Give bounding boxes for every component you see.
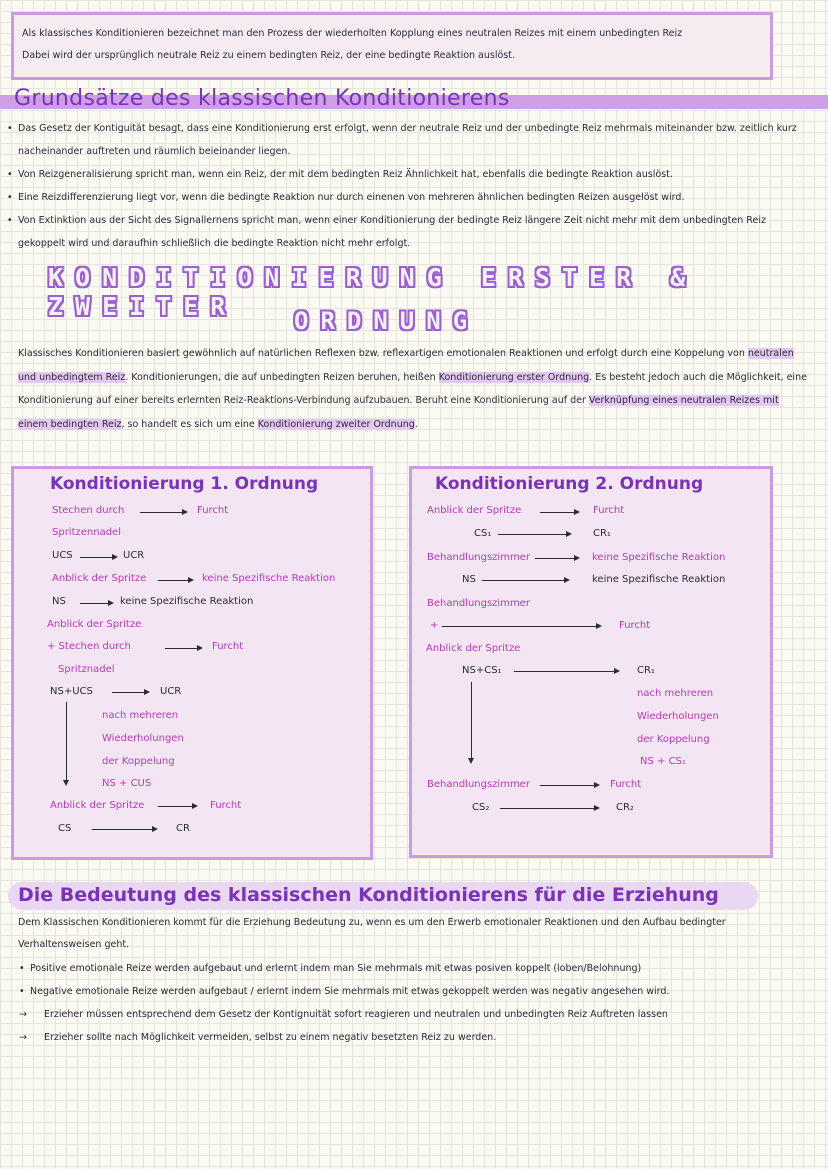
label: nach mehreren: [102, 710, 179, 721]
label: keine Spezifische Reaktion: [202, 573, 336, 584]
list-item-arrow: → Erzieher sollte nach Möglichkeit vermeiden, selbst zu einem negativ besetzten Reiz zu werden.: [18, 1026, 808, 1049]
grundsaetze-heading: Grundsätze des klassischen Konditionierens: [14, 86, 510, 111]
label: Behandlungszimmer: [427, 552, 530, 563]
arrow-right-icon: [165, 648, 201, 649]
erziehung-heading: Die Bedeutung des klassischen Konditionierens für die Erziehung: [18, 884, 719, 906]
label: Anblick der Spritze: [52, 573, 147, 584]
arrow-down-icon: [66, 702, 67, 784]
list-item-arrow: → Erzieher müssen entsprechend dem Gesetz der Kontignuität sofort reagieren und neutralen und unbedingten Reiz Auftreten lassen: [18, 1003, 808, 1026]
label: CR₁: [593, 528, 611, 539]
label: + Stechen durch: [47, 641, 131, 652]
arrow-right-icon: [140, 512, 186, 513]
intro-text: [14, 15, 770, 67]
label: Behandlungszimmer: [427, 598, 530, 609]
label: Anblick der Spritze: [427, 505, 522, 516]
arrow-right-icon: [158, 806, 196, 807]
konditionierung-paragraph: [18, 342, 808, 436]
label: CS: [58, 823, 72, 834]
box-second-order: [409, 466, 773, 858]
list-item: • Von Reizgeneralisierung spricht man, wenn ein Reiz, der mit dem bedingten Reiz Ähnlichkeit hat, ebenfalls die bedingte Reaktion auslöst.: [6, 163, 816, 186]
label: Wiederholungen: [102, 733, 184, 744]
konditionierung-heading-line-1: KONDITIONIERUNG ERSTER & ZWEITER: [48, 263, 698, 321]
grundsaetze-list: [6, 117, 816, 255]
label: Furcht: [593, 505, 625, 516]
erziehung-list: [18, 957, 808, 1049]
label: Stechen durch: [52, 505, 125, 516]
list-item: • Positive emotionale Reize werden aufgebaut und erlernt indem man Sie mehrmals mit etwas posiven koppelt (loben/Belohnung): [18, 957, 808, 980]
label: Spritznadel: [58, 664, 115, 675]
label: NS + CUS: [102, 778, 152, 789]
intro-box: [11, 12, 773, 80]
label: NS: [52, 596, 66, 607]
label: UCS: [52, 550, 73, 561]
arrow-right-icon: [540, 785, 598, 786]
paragraph-text: . Konditionierungen, die auf unbedingten Reizen beruhen, heißen: [125, 371, 439, 383]
paragraph-text: Klassisches Konditionieren basiert gewöhnlich auf natürlichen Reflexen bzw. reflexartigen emotionalen Reaktionen und erfolgt durch eine Koppelung von: [18, 348, 748, 359]
arrow-right-icon: [500, 808, 598, 809]
label: Spritzennadel: [52, 527, 121, 538]
label: Behandlungszimmer: [427, 779, 530, 790]
intro-line-2: Dabei wird der ursprünglich neutrale Reiz zu einem bedingten Reiz, der eine bedingte Reaktion auslöst.: [22, 50, 515, 61]
arrow-right-icon: [514, 671, 618, 672]
label: Furcht: [610, 779, 642, 790]
arrow-right-icon: [540, 512, 578, 513]
label: Anblick der Spritze: [50, 800, 145, 811]
label: Anblick der Spritze: [426, 643, 521, 654]
intro-line-1: Als klassisches Konditionieren bezeichnet man den Prozess der wiederholten Kopplung eines neutralen Reizes mit einem unbedingten Reiz: [22, 28, 683, 39]
paragraph-text: .: [414, 418, 418, 430]
highlight-text: neutralen und unbedingtem Reiz: [18, 348, 794, 383]
list-item: • Das Gesetz der Kontiguität besagt, dass eine Konditionierung erst erfolgt, wenn der neutrale Reiz und der unbedingte Reiz mehrmals miteinander bzw. zeitlich kurz nacheinander auftreten und räumlich beieinander liegen.: [6, 117, 816, 163]
label: UCR: [123, 550, 145, 561]
label: der Koppelung: [102, 756, 175, 767]
label: CS₁: [474, 528, 492, 539]
label: CR₁: [637, 665, 655, 676]
erziehung-intro: Dem Klassischen Konditionieren kommt für die Erziehung Bedeutung zu, wenn es um den Erwerb emotionaler Reaktionen und den Aufbau bedingter Verhaltensweisen geht.: [18, 917, 726, 950]
label: +: [430, 620, 439, 631]
highlight-text: Konditionierung zweiter Ordnung: [257, 418, 415, 430]
label: Furcht: [210, 800, 242, 811]
label: keine Spezifische Reaktion: [120, 596, 254, 607]
list-item: • Von Extinktion aus der Sicht des Signallernens spricht man, wenn einer Konditionierung der bedingte Reiz längere Zeit nicht mehr mit dem unbedingten Reiz gekoppelt wird und daraufhin schließlich die bedingte Reaktion nicht mehr erfolgt.: [6, 209, 816, 255]
arrow-right-icon: [92, 829, 156, 830]
highlight-text: Konditionierung erster Ordnung: [438, 371, 590, 383]
label: keine Spezifische Reaktion: [592, 552, 726, 563]
label: der Koppelung: [637, 734, 710, 745]
list-item: • Eine Reizdifferenzierung liegt vor, wenn die bedingte Reaktion nur durch einenen von mehreren ähnlichen bedingten Reizen ausgelöst wird.: [6, 186, 816, 209]
arrow-right-icon: [442, 626, 600, 627]
list-item: • Negative emotionale Reize werden aufgebaut / erlernt indem Sie mehrmals mit etwas gekoppelt werden was negativ angesehen wird.: [18, 980, 808, 1003]
label: Furcht: [619, 620, 651, 631]
arrow-right-icon: [535, 558, 578, 559]
arrow-down-icon: [471, 682, 472, 762]
arrow-right-icon: [158, 580, 192, 581]
arrow-right-icon: [80, 603, 112, 604]
label: Furcht: [212, 641, 244, 652]
arrow-right-icon: [482, 580, 568, 581]
paragraph-text: , so handelt es sich um eine: [121, 418, 258, 430]
label: Wiederholungen: [637, 711, 719, 722]
label: NS + CS₁: [640, 756, 686, 767]
arrow-right-icon: [80, 557, 116, 558]
arrow-right-icon: [112, 692, 148, 693]
highlight-text: Verknüpfung eines neutralen Reizes mit einem bedingten Reiz: [18, 395, 779, 430]
box-second-order-title: Konditionierung 2. Ordnung: [435, 474, 704, 494]
label: Anblick der Spritze: [47, 619, 142, 630]
label: NS+CS₁: [462, 665, 502, 676]
label: UCR: [160, 686, 182, 697]
label: CR: [176, 823, 190, 834]
label: NS: [462, 574, 476, 585]
label: CS₂: [472, 802, 490, 813]
arrow-right-icon: [498, 534, 570, 535]
paragraph-text: . Es besteht jedoch auch die Möglichkeit, eine Konditionierung auf einer bereits erlernten Reiz-Reaktions-Verbindung aufzubauen. Beruht eine Konditionierung auf der: [18, 371, 807, 406]
label: nach mehreren: [637, 688, 714, 699]
label: NS+UCS: [50, 686, 93, 697]
konditionierung-heading-line-2: ORDNUNG: [294, 307, 480, 335]
label: keine Spezifische Reaktion: [592, 574, 726, 585]
box-first-order-title: Konditionierung 1. Ordnung: [50, 474, 319, 494]
label: CR₂: [616, 802, 634, 813]
label: Furcht: [197, 505, 229, 516]
